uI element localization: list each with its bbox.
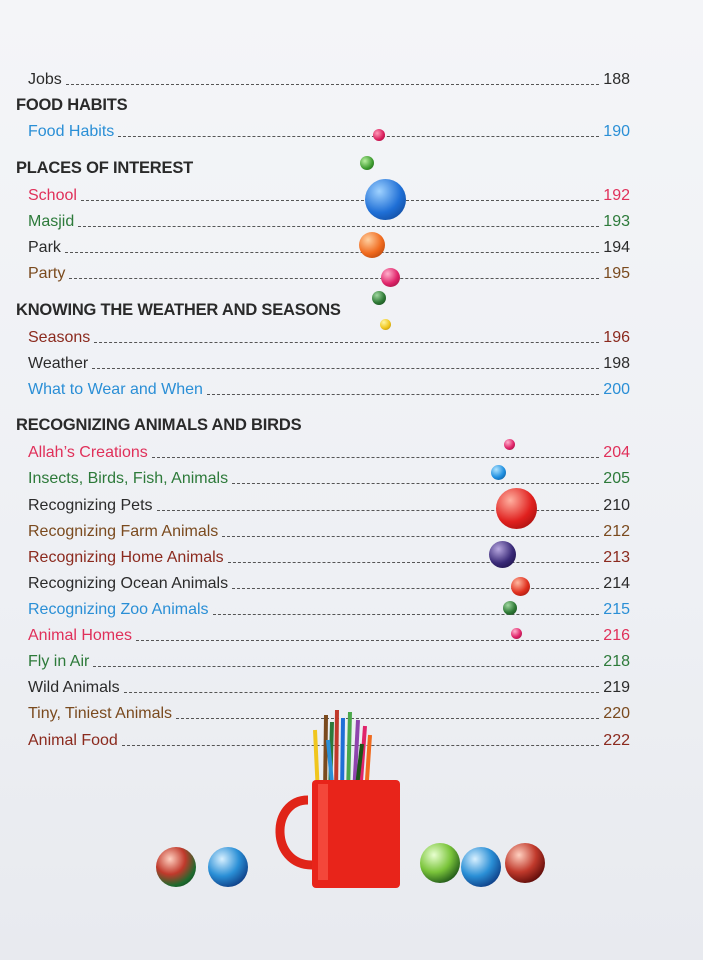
toc-entry-label: Fly in Air — [28, 653, 90, 670]
decorative-ball — [496, 488, 537, 529]
decorative-ball — [373, 129, 385, 141]
toc-entry-page: 216 — [603, 627, 630, 644]
toc-entry-food-habits[interactable] — [28, 120, 630, 142]
toc-entry-label: School — [28, 187, 77, 204]
toc-entry-page: 198 — [603, 355, 630, 372]
toc-entry-zoo[interactable] — [28, 598, 630, 620]
toc-entry-label: Masjid — [28, 213, 75, 230]
toc-entry-page: 215 — [603, 601, 630, 618]
leader-dots — [124, 692, 600, 693]
leader-dots — [81, 200, 599, 201]
toc-entry-ocean[interactable] — [28, 572, 630, 594]
leader-dots — [222, 536, 599, 537]
toc-entry-fly-in-air[interactable] — [28, 650, 630, 672]
toc-entry-page: 214 — [603, 575, 630, 592]
toc-entry-insects[interactable] — [28, 467, 630, 489]
pencil-mug-illustration — [270, 700, 410, 900]
decorative-marble — [461, 847, 501, 887]
toc-entry-page: 220 — [603, 705, 630, 722]
toc-entry-page: 219 — [603, 679, 630, 696]
toc-entry-page: 192 — [603, 187, 630, 204]
leader-dots — [118, 136, 599, 137]
toc-entry-page: 190 — [603, 123, 630, 140]
decorative-ball — [365, 179, 406, 220]
toc-entry-home[interactable] — [28, 546, 630, 568]
leader-dots — [69, 278, 599, 279]
toc-entry-page: 213 — [603, 549, 630, 566]
decorative-ball — [491, 465, 506, 480]
toc-entry-label: Recognizing Zoo Animals — [28, 601, 209, 618]
toc-entry-label: Animal Homes — [28, 627, 133, 644]
decorative-ball — [380, 319, 391, 330]
toc-entry-label: Jobs — [28, 71, 62, 88]
decorative-ball — [381, 268, 400, 287]
toc-entry-page: 194 — [603, 239, 630, 256]
decorative-marble — [420, 843, 460, 883]
leader-dots — [136, 640, 599, 641]
toc-entry-label: Wild Animals — [28, 679, 120, 696]
decorative-ball — [511, 628, 522, 639]
toc-entry-label: Recognizing Farm Animals — [28, 523, 219, 540]
toc-entry-party[interactable] — [28, 262, 630, 284]
leader-dots — [94, 342, 599, 343]
toc-entry-animal-homes[interactable] — [28, 624, 630, 646]
decorative-marble — [505, 843, 545, 883]
leader-dots — [207, 394, 599, 395]
leader-dots — [213, 614, 600, 615]
toc-entry-page: 188 — [603, 71, 630, 88]
toc-entry-page: 222 — [603, 732, 630, 749]
toc-entry-label: Recognizing Pets — [28, 497, 153, 514]
toc-entry-jobs[interactable] — [28, 68, 630, 90]
toc-entry-what-to-wear[interactable] — [28, 378, 630, 400]
toc-entry-school[interactable] — [28, 184, 630, 206]
toc-entry-pets[interactable] — [28, 494, 630, 516]
leader-dots — [65, 252, 599, 253]
section-heading-weather-seasons: KNOWING THE WEATHER AND SEASONS — [16, 301, 341, 319]
leader-dots — [66, 84, 600, 85]
toc-entry-allahs-creations[interactable] — [28, 441, 630, 463]
decorative-ball — [372, 291, 386, 305]
toc-entry-label: Seasons — [28, 329, 91, 346]
toc-entry-label: Animal Food — [28, 732, 118, 749]
toc-entry-label: Park — [28, 239, 61, 256]
toc-entry-page: 193 — [603, 213, 630, 230]
decorative-ball — [489, 541, 516, 568]
toc-entry-park[interactable] — [28, 236, 630, 258]
toc-entry-masjid[interactable] — [28, 210, 630, 232]
toc-entry-page: 195 — [603, 265, 630, 282]
decorative-ball — [511, 577, 530, 596]
decorative-ball — [503, 601, 517, 615]
leader-dots — [232, 588, 599, 589]
toc-entry-label: Tiny, Tiniest Animals — [28, 705, 173, 722]
toc-entry-label: Food Habits — [28, 123, 115, 140]
toc-entry-wild-animals[interactable] — [28, 676, 630, 698]
decorative-ball — [359, 232, 385, 258]
toc-entry-page: 205 — [603, 470, 630, 487]
toc-entry-page: 218 — [603, 653, 630, 670]
section-heading-food-habits: FOOD HABITS — [16, 96, 128, 114]
toc-entry-label: Insects, Birds, Fish, Animals — [28, 470, 229, 487]
toc-entry-farm[interactable] — [28, 520, 630, 542]
toc-entry-label: Allah’s Creations — [28, 444, 148, 461]
toc-entry-page: 196 — [603, 329, 630, 346]
leader-dots — [232, 483, 599, 484]
decorative-ball — [504, 439, 515, 450]
toc-entry-label: What to Wear and When — [28, 381, 203, 398]
toc-entry-page: 210 — [603, 497, 630, 514]
toc-entry-weather[interactable] — [28, 352, 630, 374]
toc-entry-page: 212 — [603, 523, 630, 540]
toc-entry-seasons[interactable] — [28, 326, 630, 348]
toc-entry-page: 204 — [603, 444, 630, 461]
toc-entry-label: Recognizing Ocean Animals — [28, 575, 229, 592]
mug-handle — [280, 800, 312, 865]
leader-dots — [92, 368, 599, 369]
leader-dots — [228, 562, 600, 563]
decorative-marble — [208, 847, 248, 887]
toc-entry-page: 200 — [603, 381, 630, 398]
toc-entry-label: Party — [28, 265, 66, 282]
leader-dots — [78, 226, 599, 227]
leader-dots — [152, 457, 600, 458]
toc-entry-label: Recognizing Home Animals — [28, 549, 224, 566]
decorative-marble — [156, 847, 196, 887]
toc-entry-label: Weather — [28, 355, 89, 372]
decorative-ball — [360, 156, 374, 170]
leader-dots — [93, 666, 599, 667]
section-heading-animals-birds: RECOGNIZING ANIMALS AND BIRDS — [16, 416, 302, 434]
section-heading-places-of-interest: PLACES OF INTEREST — [16, 159, 193, 177]
